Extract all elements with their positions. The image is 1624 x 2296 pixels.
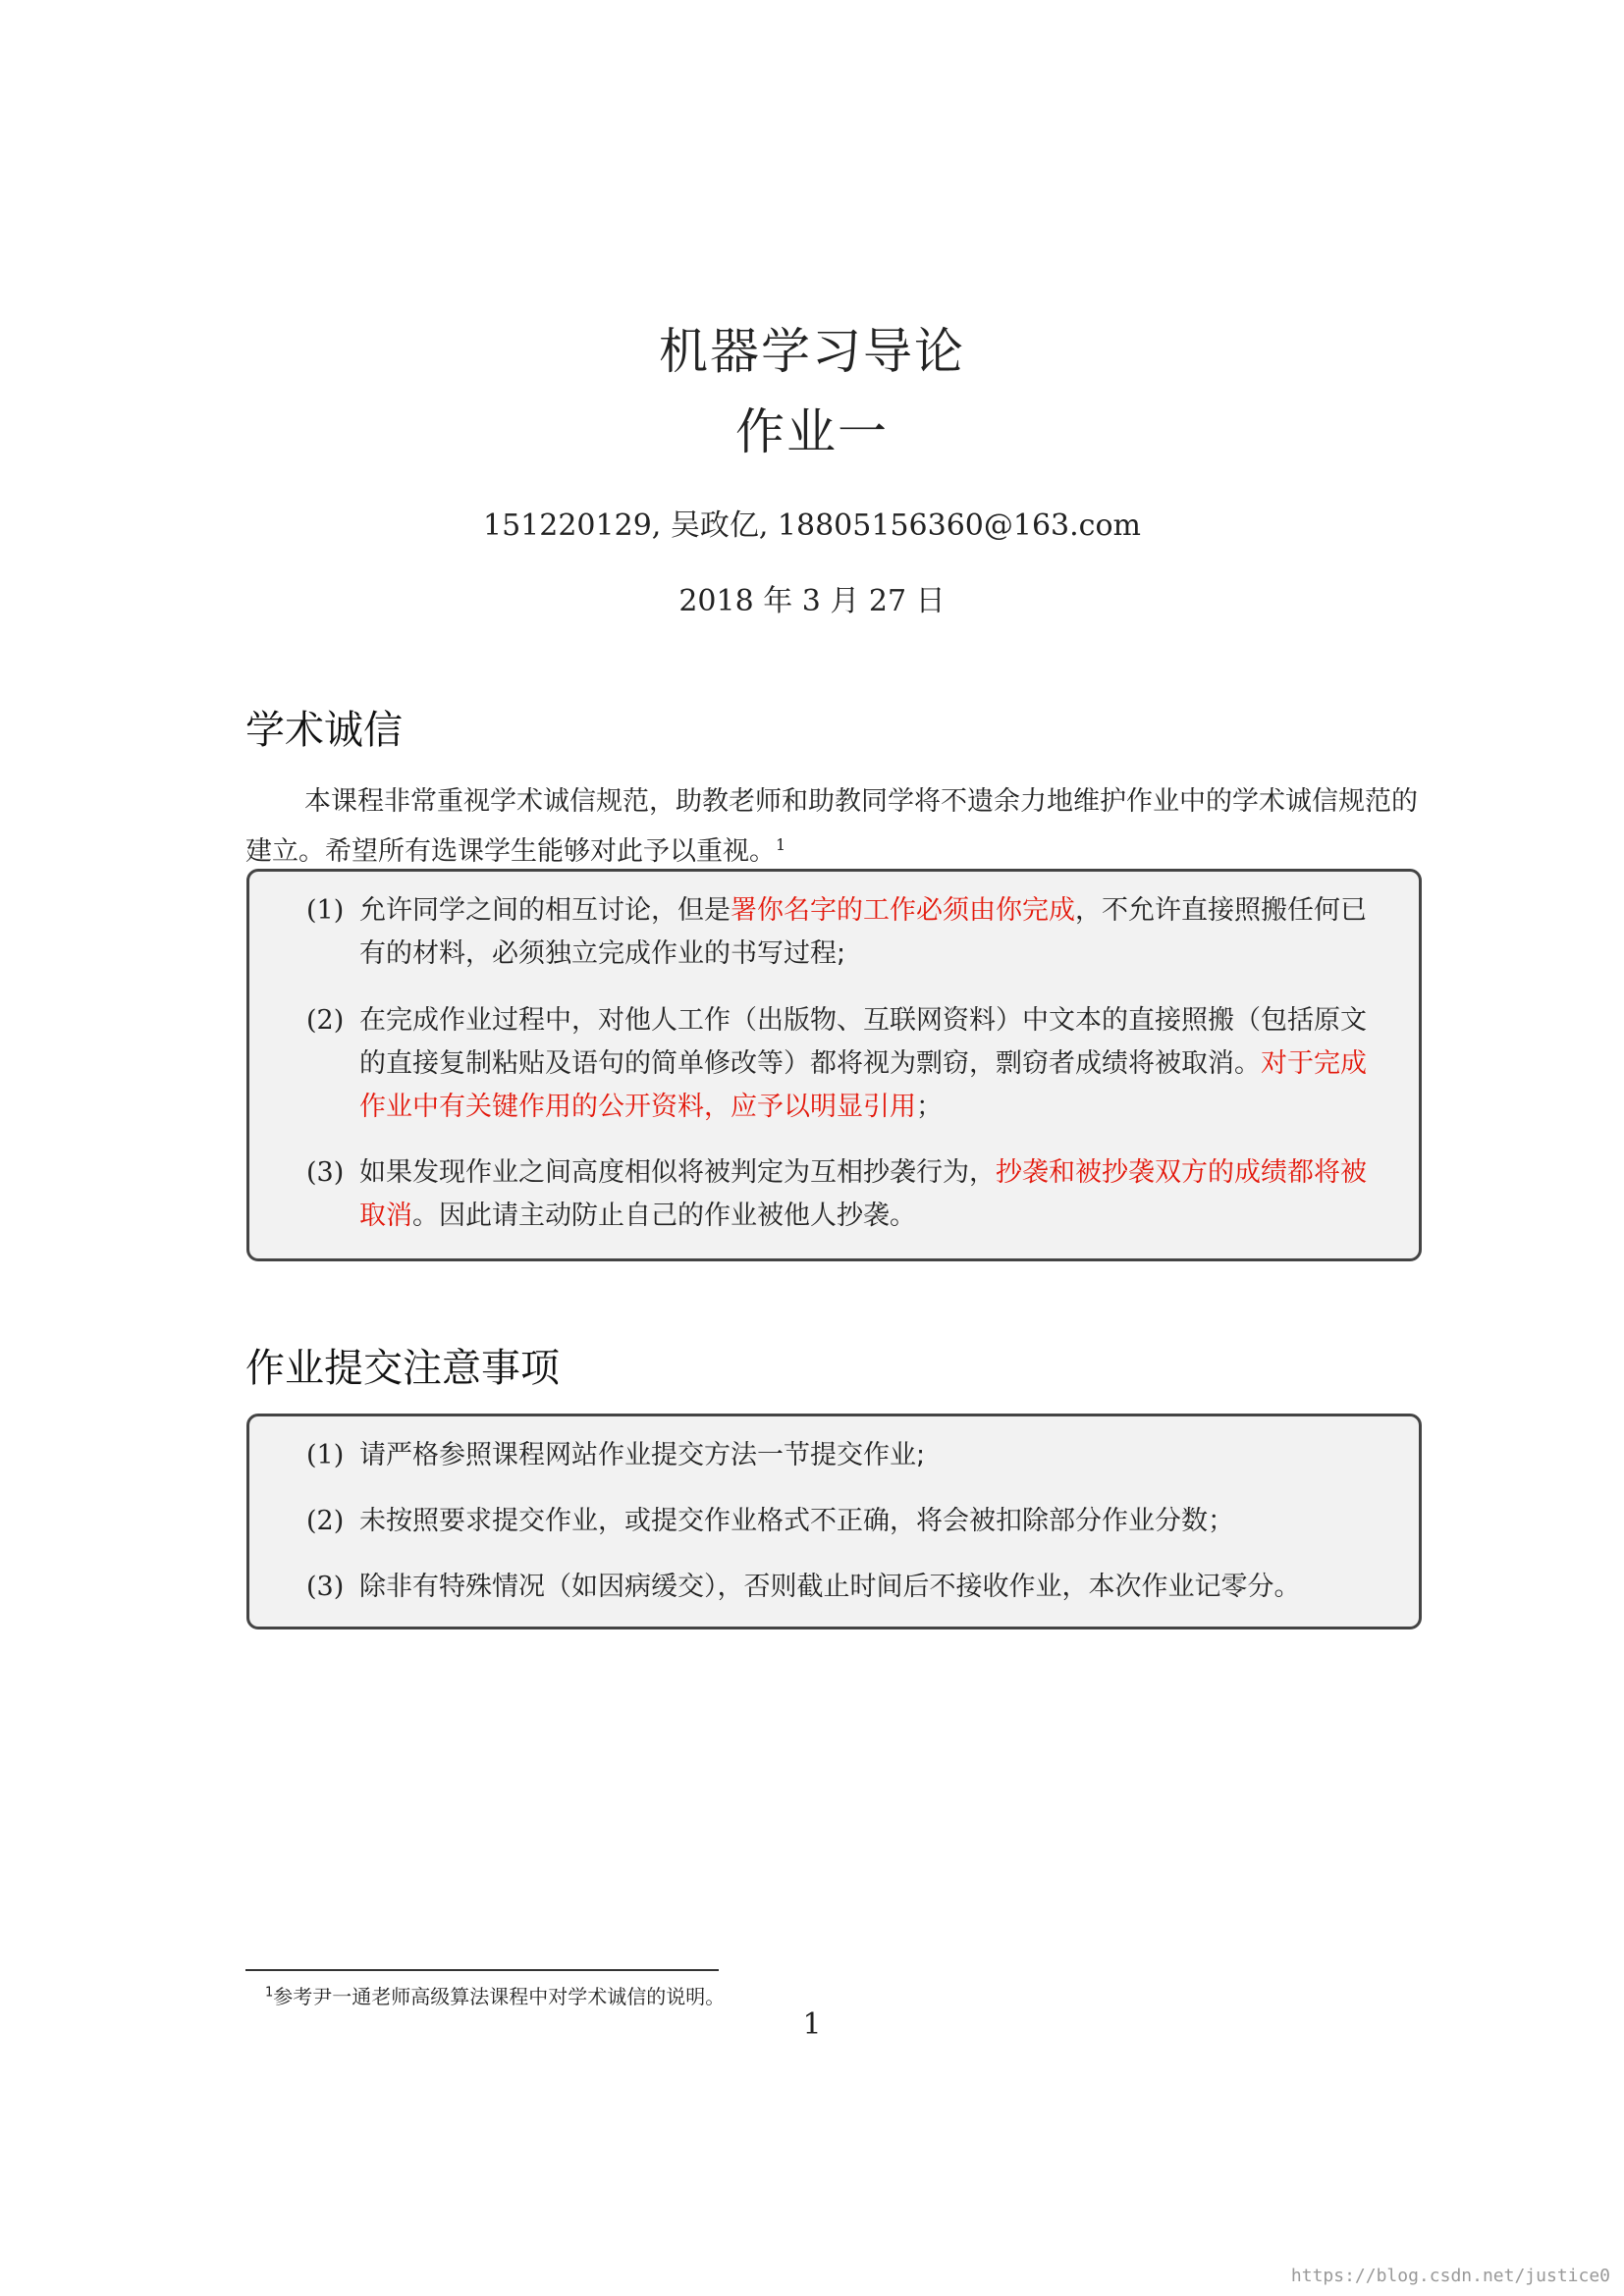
item-text-highlight: 对于完成作业中有关键作用的公开资料，应予以明显引用 xyxy=(359,1048,1367,1122)
footnote-mark: 1 xyxy=(265,1985,274,2001)
submission-note-item xyxy=(306,1566,1367,1609)
item-text xyxy=(306,1151,1367,1238)
item-text-highlight: 抄袭和被抄袭双方的成绩都将被取消 xyxy=(359,1157,1367,1231)
item-text-part: 在完成作业过程中，对他人工作（出版物、互联网资料）中文本的直接照搬（包括原文的直接复制粘贴及语句的简单修改等）都将视为剽窃，剽窃者成绩将被取消。 xyxy=(359,1005,1367,1079)
integrity-rule-item xyxy=(306,1151,1367,1238)
footnote xyxy=(265,1981,725,2009)
submission-note-item xyxy=(306,1500,1367,1543)
footnote-reference: 1 xyxy=(776,835,786,854)
item-text: 请严格参照课程网站作业提交方法一节提交作业; xyxy=(359,1440,926,1470)
integrity-rules-box xyxy=(246,869,1422,1261)
item-text xyxy=(306,889,1367,976)
item-number: (1) xyxy=(306,1440,345,1470)
item-number: (3) xyxy=(306,1157,345,1188)
item-text-part: 如果发现作业之间高度相似将被判定为互相抄袭行为， xyxy=(359,1157,996,1188)
item-number: (2) xyxy=(306,1506,345,1536)
document-subtitle: 作业一 xyxy=(735,403,889,460)
submission-notes-box xyxy=(246,1414,1422,1629)
section-heading-academic-integrity: 学术诚信 xyxy=(245,708,403,753)
author-line: 151220129, 吴政亿, 18805156360@163.com xyxy=(483,508,1141,543)
integrity-rule-item xyxy=(306,889,1367,976)
footnote-divider xyxy=(245,1969,719,1971)
item-text: 除非有特殊情况（如因病缓交），否则截止时间后不接收作业，本次作业记零分。 xyxy=(359,1572,1301,1602)
item-number: (2) xyxy=(306,1005,345,1036)
submission-note-item xyxy=(306,1434,1367,1477)
watermark: https://blog.csdn.net/justice0 xyxy=(1290,2266,1610,2286)
item-text xyxy=(306,999,1367,1129)
intro-text: 本课程非常重视学术诚信规范，助教老师和助教同学将不遗余力地维护作业中的学术诚信规范的建立。希望所有选课学生能够对此予以重视。 xyxy=(245,786,1418,867)
item-number: (3) xyxy=(306,1572,345,1602)
item-text-part: 允许同学之间的相互讨论，但是 xyxy=(359,895,731,926)
date-line: 2018 年 3 月 27 日 xyxy=(678,584,946,618)
item-text-part: 。因此请主动防止自己的作业被他人抄袭。 xyxy=(412,1201,916,1231)
item-text-highlight: 署你名字的工作必须由你完成 xyxy=(731,895,1075,926)
item-number: (1) xyxy=(306,895,345,926)
section-heading-submission-notes: 作业提交注意事项 xyxy=(245,1346,560,1391)
footnote-text: 参考尹一通老师高级算法课程中对学术诚信的说明。 xyxy=(273,1985,726,2008)
document-title: 机器学习导论 xyxy=(659,323,965,380)
page-number: 1 xyxy=(802,2007,822,2042)
integrity-rule-item xyxy=(306,999,1367,1129)
item-text: 未按照要求提交作业，或提交作业格式不正确，将会被扣除部分作业分数； xyxy=(359,1506,1234,1536)
intro-paragraph xyxy=(245,780,1424,874)
item-text-part: ，不允许直接照搬任何已有的材料，必须独立完成作业的书写过程; xyxy=(359,895,1367,969)
item-text-part: ； xyxy=(916,1092,943,1122)
